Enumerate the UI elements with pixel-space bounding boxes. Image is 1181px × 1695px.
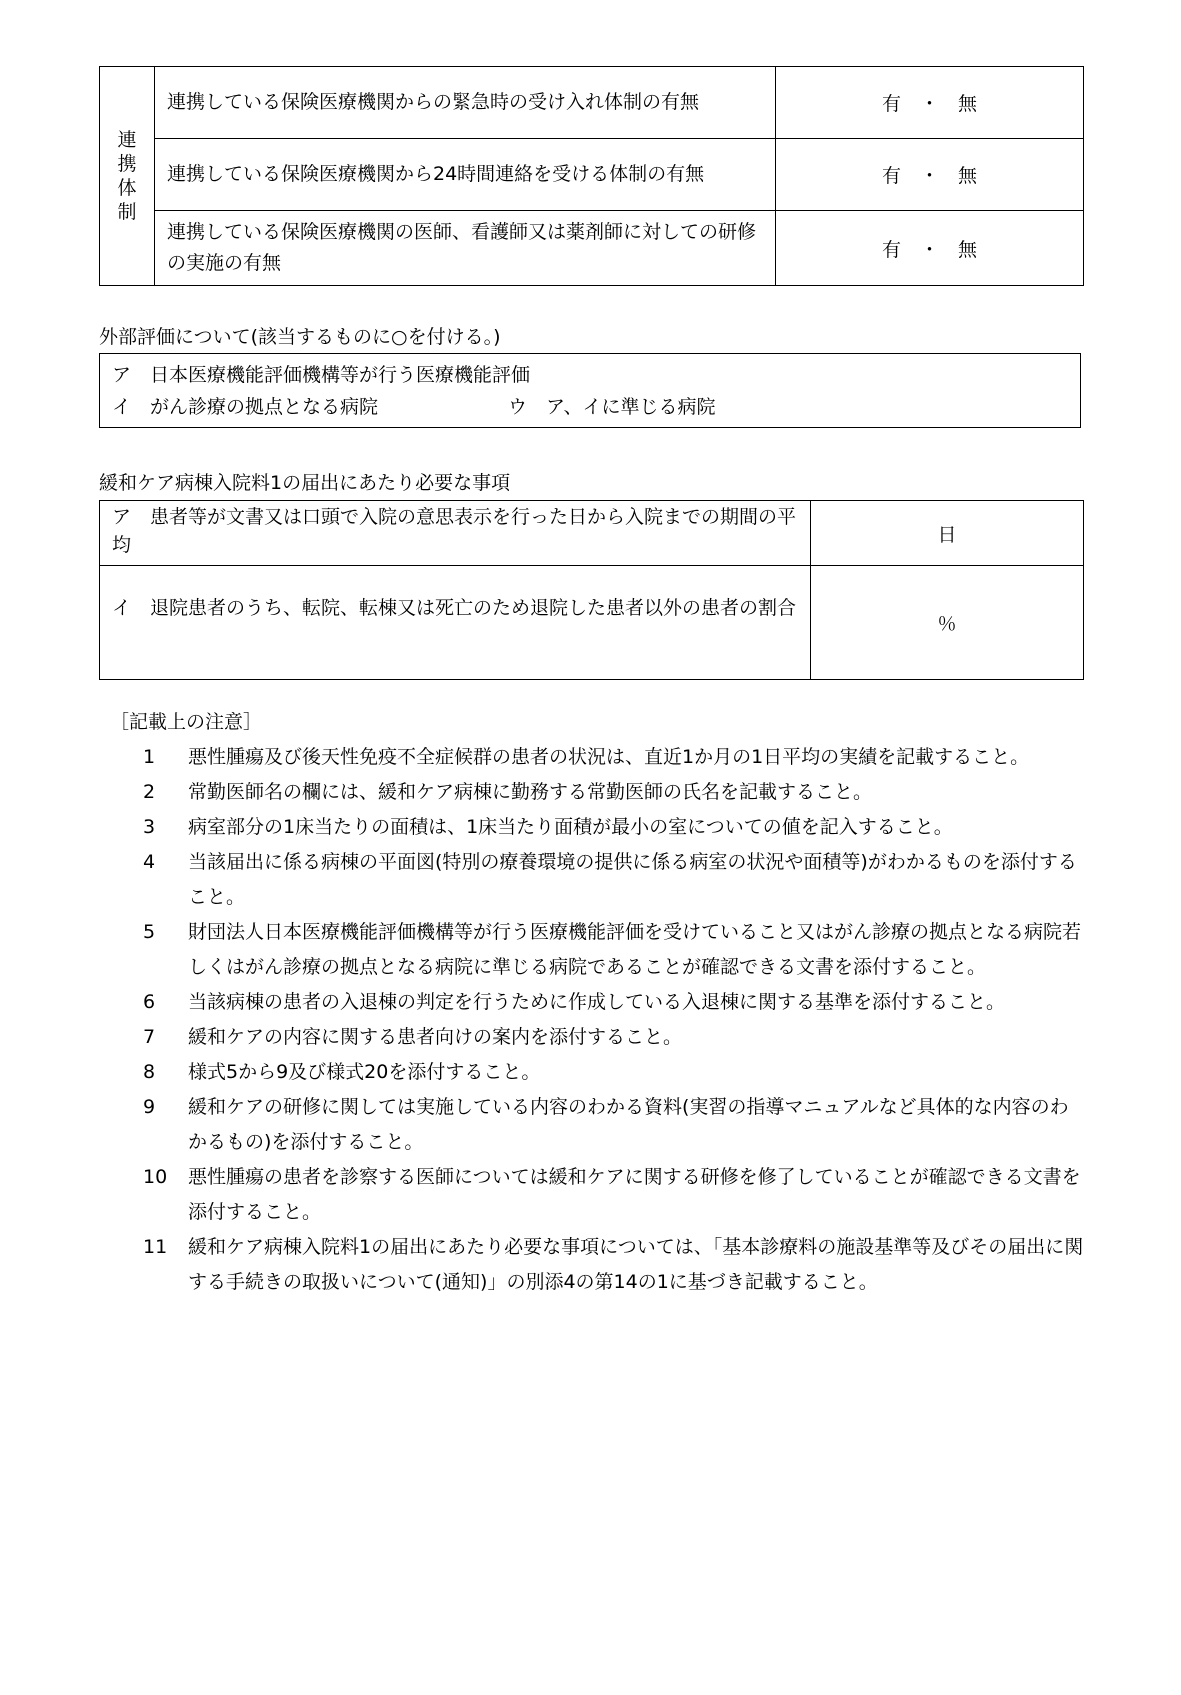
gaibu-heading: 外部評価について(該当するものに○を付ける。) <box>99 326 501 348</box>
gaibu-box <box>99 353 1081 428</box>
note-item: 11 緩和ケア病棟入院料1の届出にあたり必要な事項については、「基本診療料の施設基準等及びその届出に関する手続きの取扱いについて(通知)」の別添4の第14の1に基づき記載すること。 <box>143 1236 1084 1293</box>
note-item: 4 当該届出に係る病棟の平面図(特別の療養環境の提供に係る病室の状況や面積等)がわかるものを添付すること。 <box>143 851 1077 908</box>
note-item: 5 財団法人日本医療機能評価機構等が行う医療機能評価を受けていること又はがん診療の拠点となる病院若しくはがん診療の拠点となる病院に準じる病院であることが確認できる文書を添付すること。 <box>143 921 1082 978</box>
renkei-answer[interactable]: 有 ・ 無 <box>776 67 1084 139</box>
renkei-side-label: 連 携 体 制 <box>100 67 155 286</box>
renkei-answer[interactable]: 有 ・ 無 <box>776 211 1084 286</box>
note-item: 3 病室部分の1床当たりの面積は、1床当たり面積が最小の室についての値を記入すること。 <box>143 816 953 838</box>
renkei-item: 連携している保険医療機関から24時間連絡を受ける体制の有無 <box>155 139 776 211</box>
kanwa-value-days[interactable]: 日 <box>811 501 1084 566</box>
note-item: 1 悪性腫瘍及び後天性免疫不全症候群の患者の状況は、直近1か月の1日平均の実績を記載すること。 <box>143 746 1030 768</box>
note-item: 7 緩和ケアの内容に関する患者向けの案内を添付すること。 <box>143 1026 683 1048</box>
kanwa-heading: 緩和ケア病棟入院料1の届出にあたり必要な事項 <box>99 472 511 494</box>
gaibu-option-c[interactable]: ウ ア、イに準じる病院 <box>508 396 716 418</box>
kanwa-item: イ 退院患者のうち、転院、転棟又は死亡のため退院した患者以外の患者の割合 <box>100 566 811 680</box>
note-item: 6 当該病棟の患者の入退棟の判定を行うために作成している入退棟に関する基準を添付すること。 <box>143 991 1006 1013</box>
note-item: 9 緩和ケアの研修に関しては実施している内容のわかる資料(実習の指導マニュアルなど具体的な内容のわかるもの)を添付すること。 <box>143 1096 1069 1153</box>
kanwa-item: ア 患者等が文書又は口頭で入院の意思表示を行った日から入院までの期間の平均 <box>100 501 811 566</box>
note-item: 2 常勤医師名の欄には、緩和ケア病棟に勤務する常勤医師の氏名を記載すること。 <box>143 781 873 803</box>
kanwa-value-percent[interactable]: ％ <box>811 566 1084 680</box>
renkei-item: 連携している保険医療機関の医師、看護師又は薬剤師に対しての研修の実施の有無 <box>155 211 776 286</box>
note-item: 8 様式5から9及び様式20を添付すること。 <box>143 1061 541 1083</box>
gaibu-option-b[interactable]: イ がん診療の拠点となる病院 <box>112 396 379 418</box>
renkei-answer[interactable]: 有 ・ 無 <box>776 139 1084 211</box>
kanwa-table <box>99 500 1084 680</box>
renkei-item: 連携している保険医療機関からの緊急時の受け入れ体制の有無 <box>155 67 776 139</box>
notes-section <box>110 706 1090 1300</box>
renkei-table <box>99 66 1084 286</box>
note-item: 10 悪性腫瘍の患者を診察する医師については緩和ケアに関する研修を修了していることが確認できる文書を添付すること。 <box>143 1166 1081 1223</box>
notes-heading: ［記載上の注意］ <box>110 711 263 733</box>
gaibu-option-a[interactable]: ア 日本医療機能評価機構等が行う医療機能評価 <box>112 364 531 386</box>
